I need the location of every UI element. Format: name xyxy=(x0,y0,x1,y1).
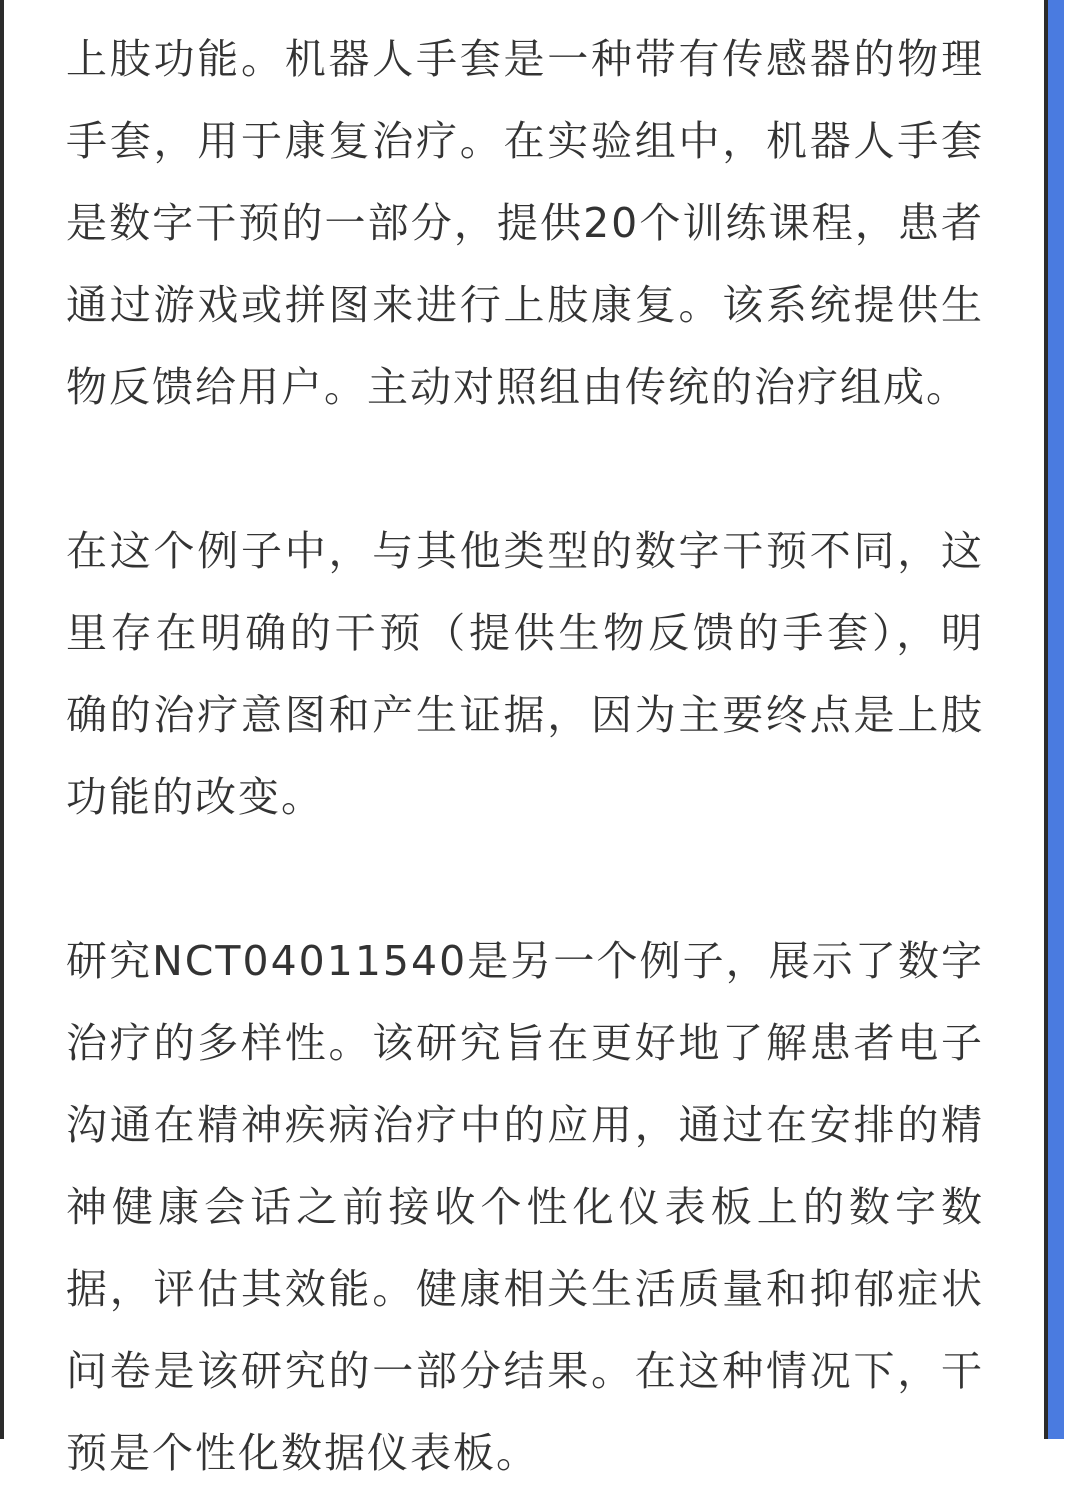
paragraph-nct04011540: 研究NCT04011540是另一个例子，展示了数字治疗的多样性。该研究旨在更好地了解患者电子沟通在精神疾病治疗中的应用，通过在安排的精神健康会话之前接收个性化仪表板上的数字数据，评估其效能。健康相关生活质量和抑郁症状问卷是该研究的一部分结果。在这种情况下，干预是个性化数据仪表板。 xyxy=(66,937,984,1477)
scrollbar-gutter xyxy=(1064,0,1080,1439)
vertical-scrollbar[interactable] xyxy=(1048,0,1064,1439)
paragraph-glove-example: 在这个例子中，与其他类型的数字干预不同，这里存在明确的干预（提供生物反馈的手套），明确的治疗意图和产生证据，因为主要终点是上肢功能的改变。 xyxy=(66,527,984,821)
article-body xyxy=(66,18,984,1494)
paragraph-robotic-glove: 上肢功能。机器人手套是一种带有传感器的物理手套，用于康复治疗。在实验组中，机器人手套是数字干预的一部分，提供20个训练课程，患者通过游戏或拼图来进行上肢康复。该系统提供生物反馈给用户。主动对照组由传统的治疗组成。 xyxy=(66,35,984,411)
left-border xyxy=(0,0,4,1439)
